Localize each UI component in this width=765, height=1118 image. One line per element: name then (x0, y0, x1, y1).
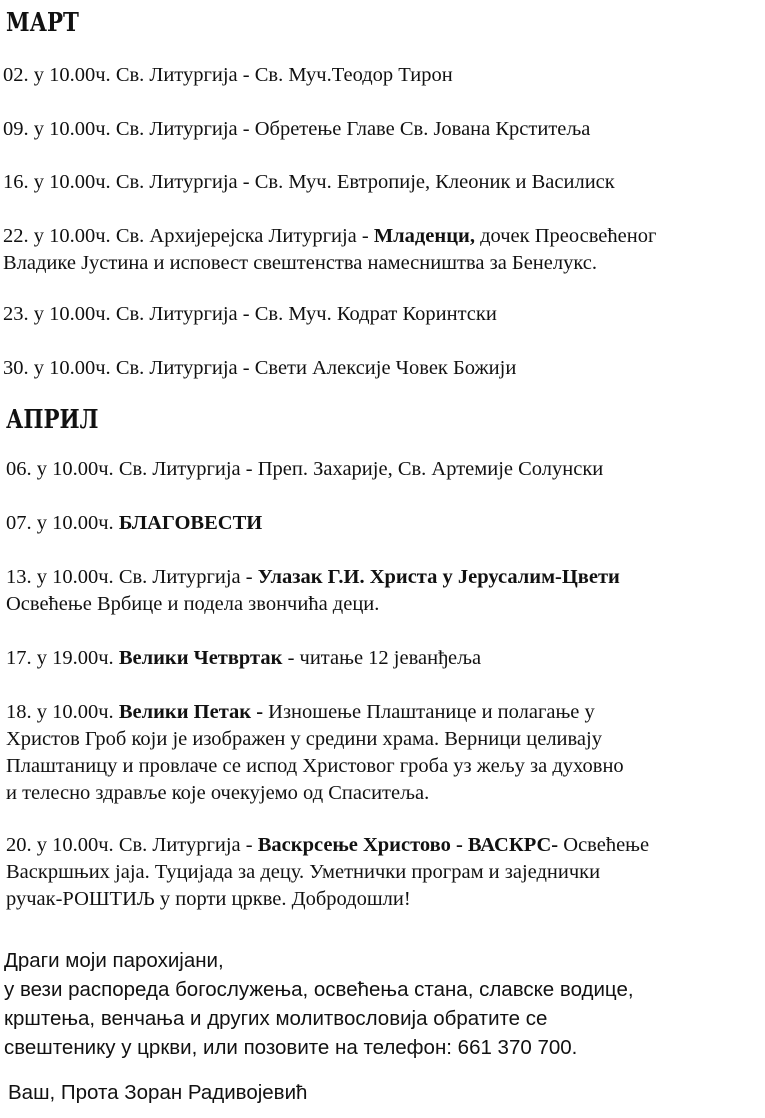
entry-rest: Освећење (558, 834, 650, 856)
entry-text: Св. Литургија - Свети Алексије Човек Божији (110, 357, 517, 379)
entry-date: 18. у 10.00ч. (6, 701, 114, 723)
entry-line2: Владике Јустина и исповест свештенства намесништва за Бенелукс. (3, 252, 598, 274)
entry-text: Св. Литургија - (113, 834, 258, 856)
closing-line2: крштења, венчања и других молитвословија обратите се (4, 1007, 548, 1030)
entry-line2: Васкршњих јаја. Туцијада за децу. Уметнички програм и заједнички (6, 861, 601, 883)
april-entry-20 (6, 832, 649, 913)
april-heading: АПРИЛ (6, 405, 99, 435)
entry-date: 17. у 19.00ч. (6, 647, 114, 669)
entry-date: 09. у 10.00ч. (3, 118, 111, 140)
entry-rest: - читање 12 јеванђеља (282, 647, 482, 669)
signature: Ваш, Прота Зоран Радивојевић (8, 1081, 308, 1104)
april-entry-07 (6, 510, 262, 537)
entry-rest: Изношење Плаштанице и полагање у (263, 701, 595, 723)
entry-date: 02. у 10.00ч. (3, 64, 111, 86)
entry-text: Св. Литургија - (113, 566, 258, 588)
march-entry-09 (3, 116, 590, 143)
april-entry-06 (6, 456, 603, 483)
entry-date: 22. у 10.00ч. (3, 225, 111, 247)
entry-text: Св. Литургија - Св. Муч.Теодор Тирон (110, 64, 453, 86)
closing-line3: свештенику у цркви, или позовите на телефон: 661 370 700. (4, 1036, 578, 1059)
closing-line1: у вези распореда богослужења, освећења стана, славске водице, (4, 978, 634, 1001)
entry-text: Св. Литургија - Преп. Захарије, Св. Артемије Солунски (113, 458, 604, 480)
entry-date: 13. у 10.00ч. (6, 566, 114, 588)
entry-line2: Христов Гроб који је изображен у средини храма. Верници целивају (6, 728, 602, 750)
april-entry-13 (6, 564, 620, 618)
entry-text: Св. Архијерејска Литургија - (110, 225, 374, 247)
march-heading: МАРТ (6, 8, 79, 38)
entry-line4: и телесно здравље које очекујемо од Спаситеља. (6, 782, 430, 804)
march-entry-02 (3, 62, 453, 89)
entry-bold: Велики Четвртак (113, 647, 283, 669)
entry-text: Св. Литургија - Св. Муч. Евтропије, Клеоник и Василиск (110, 171, 615, 193)
entry-line2: Освећење Врбице и подела звончића деци. (6, 593, 380, 615)
entry-bold: Васкрсење Христово - ВАСКРС- (257, 834, 559, 856)
entry-date: 06. у 10.00ч. (6, 458, 114, 480)
entry-line3: Плаштаницу и провлаче се испод Христовог гроба уз жељу за духовно (6, 755, 624, 777)
march-entry-30 (3, 355, 516, 382)
entry-date: 23. у 10.00ч. (3, 303, 111, 325)
entry-bold: Улазак Г.И. Христа у Јерусалим-Цвети (257, 566, 620, 588)
closing-message (4, 946, 634, 1062)
entry-date: 07. у 10.00ч. (6, 512, 114, 534)
april-entry-18 (6, 699, 624, 807)
entry-bold: Велики Петак - (113, 701, 264, 723)
entry-rest: дочек Преосвећеног (474, 225, 657, 247)
entry-date: 20. у 10.00ч. (6, 834, 114, 856)
march-entry-16 (3, 169, 615, 196)
entry-text: Св. Литургија - Св. Муч. Кодрат Коринтски (110, 303, 497, 325)
entry-date: 16. у 10.00ч. (3, 171, 111, 193)
entry-text: Св. Литургија - Обретење Главе Св. Јована Крститеља (110, 118, 591, 140)
entry-bold: Младенци, (373, 225, 475, 247)
april-entry-17 (6, 645, 481, 672)
entry-date: 30. у 10.00ч. (3, 357, 111, 379)
entry-bold: БЛАГОВЕСТИ (113, 512, 263, 534)
closing-greeting: Драги моји парохијани, (4, 949, 224, 972)
march-entry-23 (3, 301, 497, 328)
entry-line3: ручак-РОШТИЉ у порти цркве. Добродошли! (6, 888, 411, 910)
march-entry-22 (3, 223, 656, 277)
